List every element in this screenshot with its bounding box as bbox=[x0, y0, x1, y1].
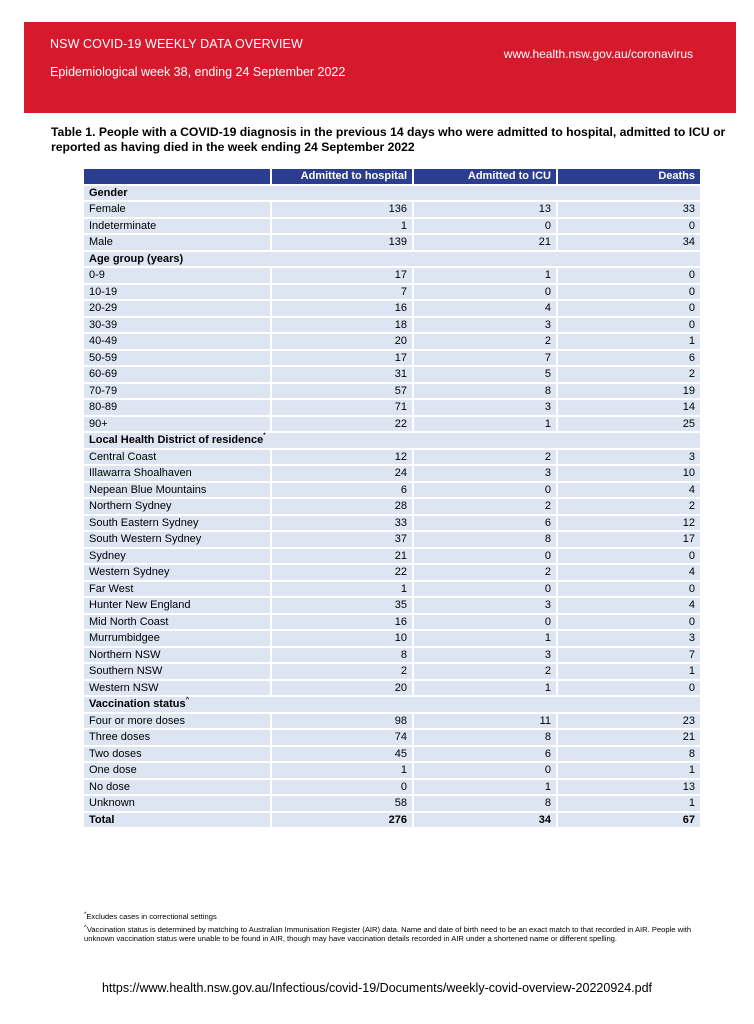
row-value: 45 bbox=[272, 747, 412, 762]
table-row bbox=[84, 615, 700, 630]
row-value: 3 bbox=[414, 318, 556, 333]
footnote-marker: * bbox=[84, 912, 87, 918]
row-label: Central Coast bbox=[84, 450, 270, 465]
row-value: 37 bbox=[272, 532, 412, 547]
row-value: 4 bbox=[558, 598, 700, 613]
row-value: 0 bbox=[414, 219, 556, 234]
row-value: 11 bbox=[414, 714, 556, 729]
section-row bbox=[84, 186, 700, 201]
row-value: 3 bbox=[558, 631, 700, 646]
header-banner bbox=[24, 22, 736, 113]
row-label: Three doses bbox=[84, 730, 270, 745]
footnote-text: Excludes cases in correctional settings bbox=[86, 912, 217, 921]
row-value: 4 bbox=[558, 565, 700, 580]
row-label: No dose bbox=[84, 780, 270, 795]
row-label: 60-69 bbox=[84, 367, 270, 382]
row-value: 22 bbox=[272, 417, 412, 432]
row-label: South Western Sydney bbox=[84, 532, 270, 547]
row-label: 90+ bbox=[84, 417, 270, 432]
row-value: 0 bbox=[414, 549, 556, 564]
table-row bbox=[84, 318, 700, 333]
table-row bbox=[84, 499, 700, 514]
table-row bbox=[84, 582, 700, 597]
row-value: 2 bbox=[414, 664, 556, 679]
row-value: 1 bbox=[272, 582, 412, 597]
table-row bbox=[84, 334, 700, 349]
total-value: 67 bbox=[558, 813, 700, 828]
table-row bbox=[84, 483, 700, 498]
total-row bbox=[84, 813, 700, 828]
table-row bbox=[84, 796, 700, 811]
row-value: 20 bbox=[272, 681, 412, 696]
section-row bbox=[84, 252, 700, 267]
row-value: 1 bbox=[414, 417, 556, 432]
row-value: 18 bbox=[272, 318, 412, 333]
row-label: Two doses bbox=[84, 747, 270, 762]
row-value: 0 bbox=[414, 483, 556, 498]
table-row bbox=[84, 516, 700, 531]
row-value: 7 bbox=[414, 351, 556, 366]
row-value: 0 bbox=[414, 763, 556, 778]
header-deaths: Deaths bbox=[558, 169, 700, 184]
row-value: 33 bbox=[272, 516, 412, 531]
row-value: 17 bbox=[272, 268, 412, 283]
table-row bbox=[84, 450, 700, 465]
row-value: 2 bbox=[414, 334, 556, 349]
row-value: 4 bbox=[558, 483, 700, 498]
report-subtitle: Epidemiological week 38, ending 24 September 2022 bbox=[50, 65, 346, 79]
row-value: 8 bbox=[558, 747, 700, 762]
table-row bbox=[84, 681, 700, 696]
table-header-row bbox=[84, 169, 700, 184]
row-value: 98 bbox=[272, 714, 412, 729]
row-label: Murrumbidgee bbox=[84, 631, 270, 646]
table-row bbox=[84, 202, 700, 217]
row-label: Far West bbox=[84, 582, 270, 597]
row-value: 3 bbox=[414, 466, 556, 481]
section-heading bbox=[84, 186, 700, 201]
header-admitted-icu: Admitted to ICU bbox=[414, 169, 556, 184]
table-row bbox=[84, 351, 700, 366]
row-value: 1 bbox=[414, 780, 556, 795]
row-value: 8 bbox=[414, 532, 556, 547]
table-caption: Table 1. People with a COVID-19 diagnosis in the previous 14 days who were admitted to hospital, admitted to ICU or reported as having died in the week ending 24 September 2022 bbox=[51, 125, 726, 154]
row-value: 0 bbox=[558, 318, 700, 333]
row-value: 13 bbox=[558, 780, 700, 795]
table-row bbox=[84, 532, 700, 547]
row-value: 0 bbox=[558, 268, 700, 283]
row-value: 3 bbox=[414, 598, 556, 613]
section-row bbox=[84, 697, 700, 712]
row-value: 6 bbox=[414, 516, 556, 531]
row-value: 3 bbox=[414, 648, 556, 663]
row-value: 1 bbox=[414, 631, 556, 646]
row-value: 17 bbox=[558, 532, 700, 547]
row-value: 1 bbox=[414, 268, 556, 283]
row-value: 12 bbox=[558, 516, 700, 531]
footnote-marker: ^ bbox=[185, 697, 190, 704]
row-label: Nepean Blue Mountains bbox=[84, 483, 270, 498]
footnote-marker: * bbox=[263, 433, 266, 440]
row-value: 12 bbox=[272, 450, 412, 465]
row-label: Northern Sydney bbox=[84, 499, 270, 514]
row-value: 6 bbox=[414, 747, 556, 762]
row-value: 0 bbox=[558, 219, 700, 234]
row-value: 21 bbox=[558, 730, 700, 745]
table-row bbox=[84, 466, 700, 481]
row-value: 22 bbox=[272, 565, 412, 580]
row-value: 8 bbox=[414, 730, 556, 745]
total-value: 34 bbox=[414, 813, 556, 828]
row-label: 20-29 bbox=[84, 301, 270, 316]
row-value: 31 bbox=[272, 367, 412, 382]
table-row bbox=[84, 565, 700, 580]
row-value: 6 bbox=[272, 483, 412, 498]
report-title: NSW COVID-19 WEEKLY DATA OVERVIEW bbox=[50, 37, 303, 51]
row-value: 0 bbox=[414, 615, 556, 630]
row-value: 33 bbox=[558, 202, 700, 217]
row-value: 0 bbox=[558, 582, 700, 597]
table-row bbox=[84, 747, 700, 762]
section-label: Local Health District of residence bbox=[89, 434, 264, 447]
website-link[interactable]: www.health.nsw.gov.au/coronavirus bbox=[503, 47, 693, 61]
table-row bbox=[84, 219, 700, 234]
row-label: Western Sydney bbox=[84, 565, 270, 580]
row-value: 74 bbox=[272, 730, 412, 745]
section-heading bbox=[84, 252, 700, 267]
row-value: 0 bbox=[558, 615, 700, 630]
row-label: 40-49 bbox=[84, 334, 270, 349]
row-value: 35 bbox=[272, 598, 412, 613]
row-value: 14 bbox=[558, 400, 700, 415]
table-row bbox=[84, 400, 700, 415]
table-row bbox=[84, 235, 700, 250]
row-value: 71 bbox=[272, 400, 412, 415]
row-label: South Eastern Sydney bbox=[84, 516, 270, 531]
row-value: 3 bbox=[414, 400, 556, 415]
row-value: 6 bbox=[558, 351, 700, 366]
row-value: 2 bbox=[558, 367, 700, 382]
row-value: 7 bbox=[558, 648, 700, 663]
row-value: 2 bbox=[272, 664, 412, 679]
row-value: 13 bbox=[414, 202, 556, 217]
row-value: 5 bbox=[414, 367, 556, 382]
row-value: 0 bbox=[558, 301, 700, 316]
row-value: 8 bbox=[272, 648, 412, 663]
footnote-marker: ^ bbox=[84, 924, 87, 931]
row-label: Northern NSW bbox=[84, 648, 270, 663]
row-label: Male bbox=[84, 235, 270, 250]
row-value: 21 bbox=[272, 549, 412, 564]
table-row bbox=[84, 384, 700, 399]
row-value: 2 bbox=[414, 450, 556, 465]
data-table-container bbox=[84, 169, 694, 827]
table-row bbox=[84, 648, 700, 663]
row-value: 57 bbox=[272, 384, 412, 399]
table-row bbox=[84, 631, 700, 646]
table-row bbox=[84, 301, 700, 316]
row-value: 2 bbox=[414, 565, 556, 580]
section-label: Vaccination status bbox=[89, 698, 186, 711]
table-row bbox=[84, 664, 700, 679]
row-label: 30-39 bbox=[84, 318, 270, 333]
section-label: Gender bbox=[89, 186, 128, 199]
row-value: 0 bbox=[558, 285, 700, 300]
row-value: 3 bbox=[558, 450, 700, 465]
table-row bbox=[84, 763, 700, 778]
row-value: 17 bbox=[272, 351, 412, 366]
table-row bbox=[84, 285, 700, 300]
row-label: Mid North Coast bbox=[84, 615, 270, 630]
table-row bbox=[84, 730, 700, 745]
footnote bbox=[84, 925, 694, 944]
row-value: 28 bbox=[272, 499, 412, 514]
row-value: 8 bbox=[414, 796, 556, 811]
row-value: 16 bbox=[272, 301, 412, 316]
table-row bbox=[84, 367, 700, 382]
row-value: 1 bbox=[558, 796, 700, 811]
row-label: 10-19 bbox=[84, 285, 270, 300]
footnotes bbox=[84, 912, 694, 947]
row-value: 139 bbox=[272, 235, 412, 250]
row-value: 34 bbox=[558, 235, 700, 250]
row-label: Sydney bbox=[84, 549, 270, 564]
row-value: 1 bbox=[558, 664, 700, 679]
total-value: 276 bbox=[272, 813, 412, 828]
row-label: 0-9 bbox=[84, 268, 270, 283]
footnote bbox=[84, 912, 694, 922]
row-label: Hunter New England bbox=[84, 598, 270, 613]
row-value: 19 bbox=[558, 384, 700, 399]
table-row bbox=[84, 268, 700, 283]
row-value: 0 bbox=[414, 285, 556, 300]
row-label: One dose bbox=[84, 763, 270, 778]
row-value: 1 bbox=[558, 334, 700, 349]
data-table bbox=[82, 167, 702, 829]
row-label: Indeterminate bbox=[84, 219, 270, 234]
row-value: 2 bbox=[558, 499, 700, 514]
row-value: 1 bbox=[558, 763, 700, 778]
row-value: 1 bbox=[414, 681, 556, 696]
header-blank bbox=[84, 169, 270, 184]
table-row bbox=[84, 598, 700, 613]
row-value: 136 bbox=[272, 202, 412, 217]
row-value: 24 bbox=[272, 466, 412, 481]
footnote-text: Vaccination status is determined by matching to Australian Immunisation Register (AIR) data. Name and date of birth need to be an exact match to that recorded in AIR. People with unknown vaccination status were unable to be found in AIR, though may have vaccination details recorded in AIR under a shortened name or different spelling. bbox=[84, 924, 692, 944]
row-label: 80-89 bbox=[84, 400, 270, 415]
row-value: 16 bbox=[272, 615, 412, 630]
row-value: 10 bbox=[272, 631, 412, 646]
table-row bbox=[84, 780, 700, 795]
section-label: Age group (years) bbox=[89, 252, 184, 265]
row-value: 20 bbox=[272, 334, 412, 349]
section-heading bbox=[84, 697, 700, 712]
row-value: 58 bbox=[272, 796, 412, 811]
row-value: 21 bbox=[414, 235, 556, 250]
section-heading bbox=[84, 433, 700, 448]
row-value: 7 bbox=[272, 285, 412, 300]
header-admitted-hospital: Admitted to hospital bbox=[272, 169, 412, 184]
row-value: 25 bbox=[558, 417, 700, 432]
row-value: 10 bbox=[558, 466, 700, 481]
row-value: 0 bbox=[414, 582, 556, 597]
section-row bbox=[84, 433, 700, 448]
row-label: Western NSW bbox=[84, 681, 270, 696]
row-value: 8 bbox=[414, 384, 556, 399]
row-value: 0 bbox=[558, 681, 700, 696]
row-value: 2 bbox=[414, 499, 556, 514]
row-label: Illawarra Shoalhaven bbox=[84, 466, 270, 481]
row-value: 0 bbox=[558, 549, 700, 564]
row-label: Unknown bbox=[84, 796, 270, 811]
row-value: 23 bbox=[558, 714, 700, 729]
source-url[interactable]: https://www.health.nsw.gov.au/Infectious/covid-19/Documents/weekly-covid-overview-20220924.pdf bbox=[101, 981, 653, 995]
table-row bbox=[84, 714, 700, 729]
row-value: 4 bbox=[414, 301, 556, 316]
row-value: 1 bbox=[272, 219, 412, 234]
total-label: Total bbox=[84, 813, 270, 828]
row-label: 70-79 bbox=[84, 384, 270, 399]
row-label: Four or more doses bbox=[84, 714, 270, 729]
row-label: Female bbox=[84, 202, 270, 217]
row-label: 50-59 bbox=[84, 351, 270, 366]
table-row bbox=[84, 549, 700, 564]
row-value: 1 bbox=[272, 763, 412, 778]
table-row bbox=[84, 417, 700, 432]
row-value: 0 bbox=[272, 780, 412, 795]
row-label: Southern NSW bbox=[84, 664, 270, 679]
